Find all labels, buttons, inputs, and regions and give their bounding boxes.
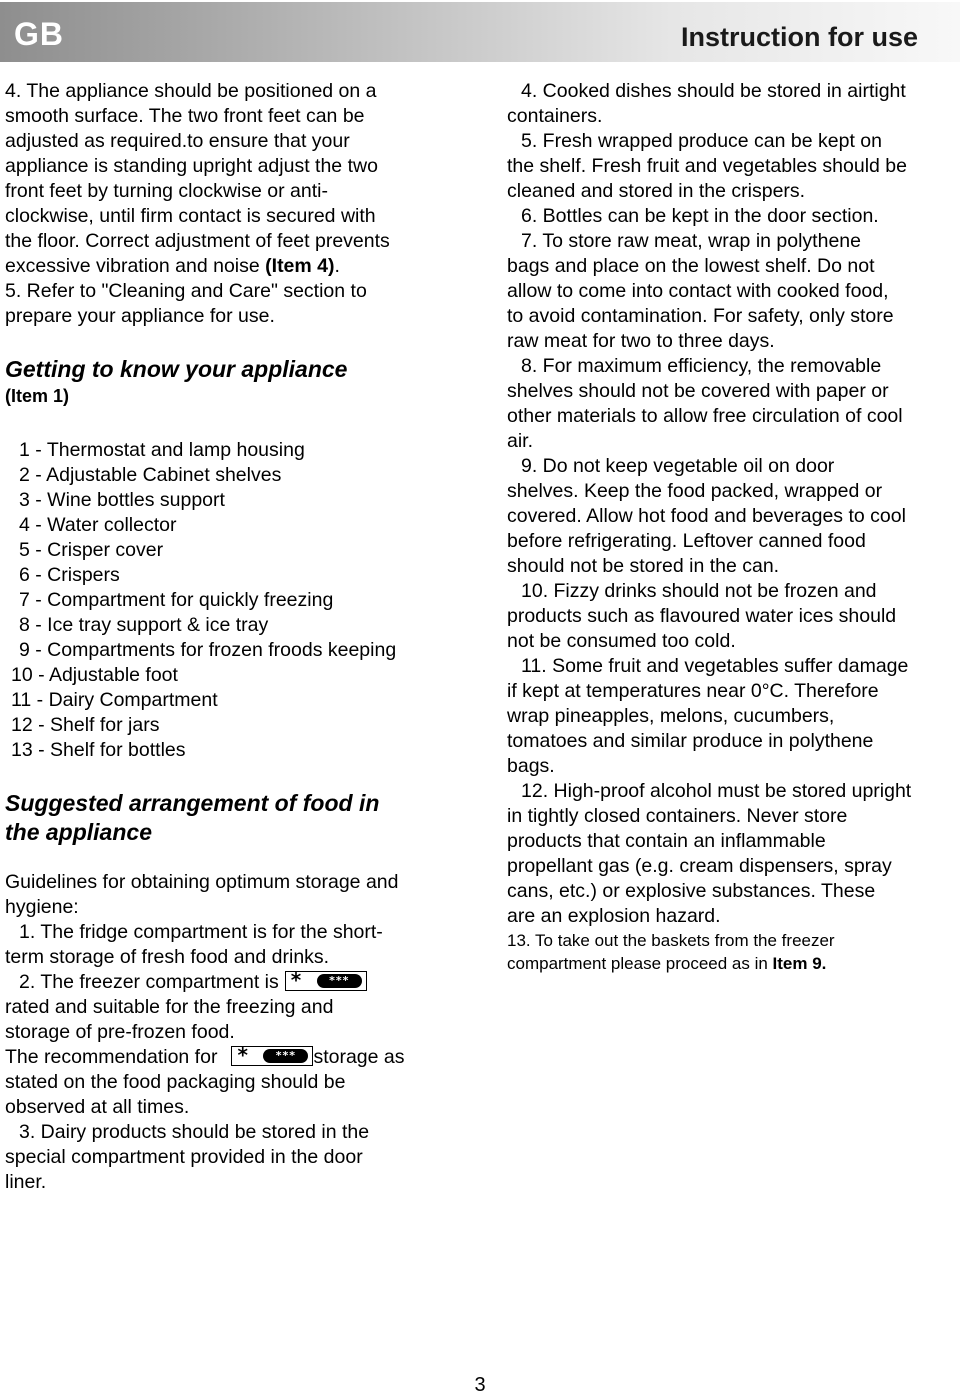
text-line: in tightly closed containers. Never store bbox=[507, 805, 848, 827]
storage-guidelines-list bbox=[507, 79, 957, 929]
text-line: stated on the food packaging should be bbox=[5, 1071, 346, 1093]
heading-line: Suggested arrangement of food in bbox=[5, 790, 380, 816]
list-item: 11 - Dairy Compartment bbox=[11, 689, 218, 711]
text-span: compartment please proceed as in bbox=[507, 954, 773, 973]
guidelines-block bbox=[5, 870, 465, 1195]
text-line: tomatoes and similar produce in polythene bbox=[507, 730, 874, 752]
list-item: 7 - Compartment for quickly freezing bbox=[19, 589, 334, 611]
left-column bbox=[5, 79, 465, 1195]
text-line: 13. To take out the baskets from the freezer bbox=[507, 931, 835, 950]
text-span: The recommendation for bbox=[5, 1046, 218, 1068]
text-line: bags. bbox=[507, 755, 555, 777]
list-item: 8 - Ice tray support & ice tray bbox=[19, 614, 269, 636]
text-line: rated and suitable for the freezing and bbox=[5, 996, 334, 1018]
item-reference: (Item 1) bbox=[5, 386, 70, 406]
text-line: adjusted as required.to ensure that your bbox=[5, 130, 350, 152]
text-line: 12. High-proof alcohol must be stored upright bbox=[521, 780, 912, 802]
text-line: covered. Allow hot food and beverages to cool bbox=[507, 505, 906, 527]
right-column bbox=[507, 79, 957, 975]
text-line: hygiene: bbox=[5, 896, 79, 918]
text-line: allow to come into contact with cooked food, bbox=[507, 280, 889, 302]
item-reference: (Item 4) bbox=[265, 255, 335, 277]
text-line: 8. For maximum efficiency, the removable bbox=[521, 355, 882, 377]
text-line: 4. The appliance should be positioned on a bbox=[5, 80, 377, 102]
text-line: cleaned and stored in the crispers. bbox=[507, 180, 806, 202]
paragraph-baskets bbox=[507, 929, 957, 975]
text-line bbox=[5, 970, 465, 995]
list-item: 10 - Adjustable foot bbox=[11, 664, 178, 686]
paragraph-cleaning-ref bbox=[5, 279, 465, 329]
section-heading-getting-to-know: Getting to know your appliance bbox=[5, 356, 348, 382]
text-line: front feet by turning clockwise or anti- bbox=[5, 180, 328, 202]
list-item: 13 - Shelf for bottles bbox=[11, 739, 186, 761]
text-line: air. bbox=[507, 430, 534, 452]
list-item: 6 - Crispers bbox=[19, 564, 120, 586]
text-line: 4. Cooked dishes should be stored in airtight bbox=[521, 80, 906, 102]
language-code: GB bbox=[14, 16, 64, 52]
text-line: Guidelines for obtaining optimum storage and bbox=[5, 871, 399, 893]
list-item: 5 - Crisper cover bbox=[19, 539, 164, 561]
text-line: containers. bbox=[507, 105, 603, 127]
text-line bbox=[5, 1045, 465, 1070]
text-span: storage as bbox=[313, 1046, 405, 1068]
text-line: 10. Fizzy drinks should not be frozen and bbox=[521, 580, 877, 602]
text-line: 11. Some fruit and vegetables suffer damage bbox=[521, 655, 909, 677]
text-line: shelves. Keep the food packed, wrapped or bbox=[507, 480, 883, 502]
section-heading-suggested-arrangement bbox=[5, 789, 465, 847]
text-line: 9. Do not keep vegetable oil on door bbox=[521, 455, 835, 477]
list-item: 12 - Shelf for jars bbox=[11, 714, 160, 736]
text-line: if kept at temperatures near 0°C. Therefore bbox=[507, 680, 879, 702]
list-item: 4 - Water collector bbox=[19, 514, 177, 536]
paragraph-positioning bbox=[5, 79, 465, 279]
text-span: excessive vibration and noise bbox=[5, 255, 266, 277]
heading-line: the appliance bbox=[5, 819, 152, 845]
text-line: raw meat for two to three days. bbox=[507, 330, 775, 352]
text-line: should not be stored in the can. bbox=[507, 555, 780, 577]
text-line bbox=[5, 254, 465, 279]
text-span: 2. The freezer compartment is bbox=[19, 971, 279, 993]
text-line: before refrigerating. Leftover canned food bbox=[507, 530, 866, 552]
text-line: 1. The fridge compartment is for the short- bbox=[19, 921, 383, 943]
text-line: observed at all times. bbox=[5, 1096, 190, 1118]
text-line: smooth surface. The two front feet can be bbox=[5, 105, 365, 127]
text-line: are an explosion hazard. bbox=[507, 905, 721, 927]
list-item: 3 - Wine bottles support bbox=[19, 489, 225, 511]
text-line: prepare your appliance for use. bbox=[5, 305, 275, 327]
text-line: propellant gas (e.g. cream dispensers, spray bbox=[507, 855, 892, 877]
text-span: . bbox=[334, 255, 340, 277]
text-line: clockwise, until firm contact is secured with bbox=[5, 205, 376, 227]
list-item: 1 - Thermostat and lamp housing bbox=[19, 439, 305, 461]
text-line: the floor. Correct adjustment of feet prevents bbox=[5, 230, 390, 252]
text-line: the shelf. Fresh fruit and vegetables should be bbox=[507, 155, 907, 177]
freezer-star-rating-icon: * *** bbox=[285, 971, 367, 991]
text-line: 7. To store raw meat, wrap in polythene bbox=[521, 230, 861, 252]
text-line: storage of pre-frozen food. bbox=[5, 1021, 235, 1043]
text-line: products such as flavoured water ices should bbox=[507, 605, 897, 627]
text-line: term storage of fresh food and drinks. bbox=[5, 946, 330, 968]
text-line: wrap pineapples, melons, cucumbers, bbox=[507, 705, 835, 727]
text-line: 5. Fresh wrapped produce can be kept on bbox=[521, 130, 882, 152]
document-title: Instruction for use bbox=[680, 22, 918, 52]
page-header bbox=[0, 2, 960, 62]
text-line: to avoid contamination. For safety, only store bbox=[507, 305, 894, 327]
text-line: products that contain an inflammable bbox=[507, 830, 826, 852]
item-reference: Item 9. bbox=[772, 954, 827, 973]
parts-list bbox=[5, 438, 465, 763]
list-item: 9 - Compartments for frozen froods keeping bbox=[19, 639, 397, 661]
text-line: special compartment provided in the door bbox=[5, 1146, 363, 1168]
text-line: cans, etc.) or explosive substances. These bbox=[507, 880, 876, 902]
text-line bbox=[507, 952, 957, 975]
text-line: 5. Refer to "Cleaning and Care" section to bbox=[5, 280, 367, 302]
text-line: shelves should not be covered with paper or bbox=[507, 380, 889, 402]
text-line: 6. Bottles can be kept in the door section. bbox=[521, 205, 879, 227]
text-line: 3. Dairy products should be stored in the bbox=[19, 1121, 370, 1143]
text-line: other materials to allow free circulation of cool bbox=[507, 405, 903, 427]
text-line: appliance is standing upright adjust the two bbox=[5, 155, 378, 177]
page-number: 3 bbox=[474, 1374, 486, 1396]
list-item: 2 - Adjustable Cabinet shelves bbox=[19, 464, 282, 486]
text-line: liner. bbox=[5, 1171, 47, 1193]
text-line: bags and place on the lowest shelf. Do not bbox=[507, 255, 875, 277]
text-line: not be consumed too cold. bbox=[507, 630, 736, 652]
freezer-star-rating-icon: * *** bbox=[231, 1046, 313, 1066]
